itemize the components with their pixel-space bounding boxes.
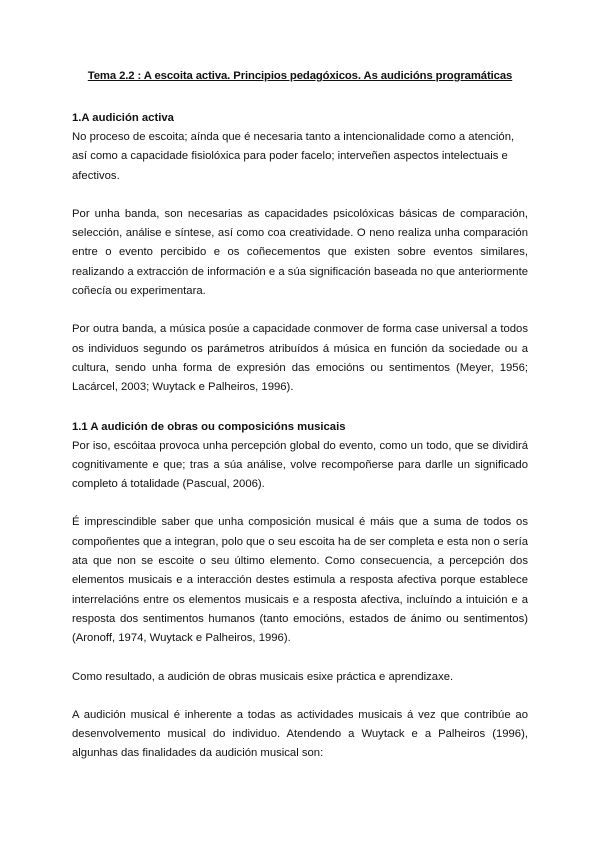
paragraph: Como resultado, a audición de obras musicais esixe práctica e aprendizaxe. [72,670,454,683]
section-heading-audicion-activa: 1.A audición activa [72,112,174,124]
paragraph: Por iso, escóitaa provoca unha percepción global do evento, como un todo, que se dividirá cognitivamente e que; tras a súa análise, volve recompoñerse para darlle un significado completo á totalidade (Pascual, 2006). [72,439,528,491]
paragraph: Por outra banda, a música posúe a capacidade conmover de forma case universal a todos os individuos segundo os parámetros atribuídos á música en función da sociedade ou a cultura, sendo unha forma de expresión das emocións ou sentimentos (Meyer, 1956; Lacárcel, 2003; Wuytack e Palheiros, 1996). [72,323,528,394]
paragraph: Por unha banda, son necesarias as capacidades psicolóxicas básicas de comparación, selección, análise e síntese, así como coa creatividade. O neno realiza unha comparación entre o evento percibido e os coñecementos que existen sobre eventos similares, realizando a extracción de información e a súa significación baseada no que anteriormente coñecía ou experimentara. [72,207,528,298]
document-title: Tema 2.2 : A escoita activa. Principios pedagóxicos. As audicións programáticas [87,70,513,82]
document-page [72,70,528,764]
section-heading-audicion-obras: 1.1 A audición de obras ou composicións musicais [72,420,346,433]
paragraph: No proceso de escoita; aínda que é necesaria tanto a intencionalidade como a atención, así como a capacidade fisiolóxica para poder facelo; interveñen aspectos intelectuais e afectivos. [72,131,515,182]
paragraph: A audición musical é inherente a todas as actividades musicais á vez que contribúe ao desenvolvemento musical do individuo. Atendendo a Wuytack e a Palheiros (1996), algunhas das finalidades da audición musical son: [72,708,528,760]
paragraph: É imprescindible saber que unha composición musical é máis que a suma de todos os compoñentes que a integran, polo que o seu escoita ha de ser completa e esta non o sería ata que non se escoite o seu último elemento. Como consecuencia, a percepción dos elementos musicais e a interacción destes estimula a resposta afectiva porque establece interrelacións entre os elementos musicais e a resposta afectiva, incluíndo a intuición e a resposta dos sentimentos humanos (tanto emocións, estados de ánimo ou sentimentos) (Aronoff, 1974, Wuytack e Palheiros, 1996). [72,516,528,645]
